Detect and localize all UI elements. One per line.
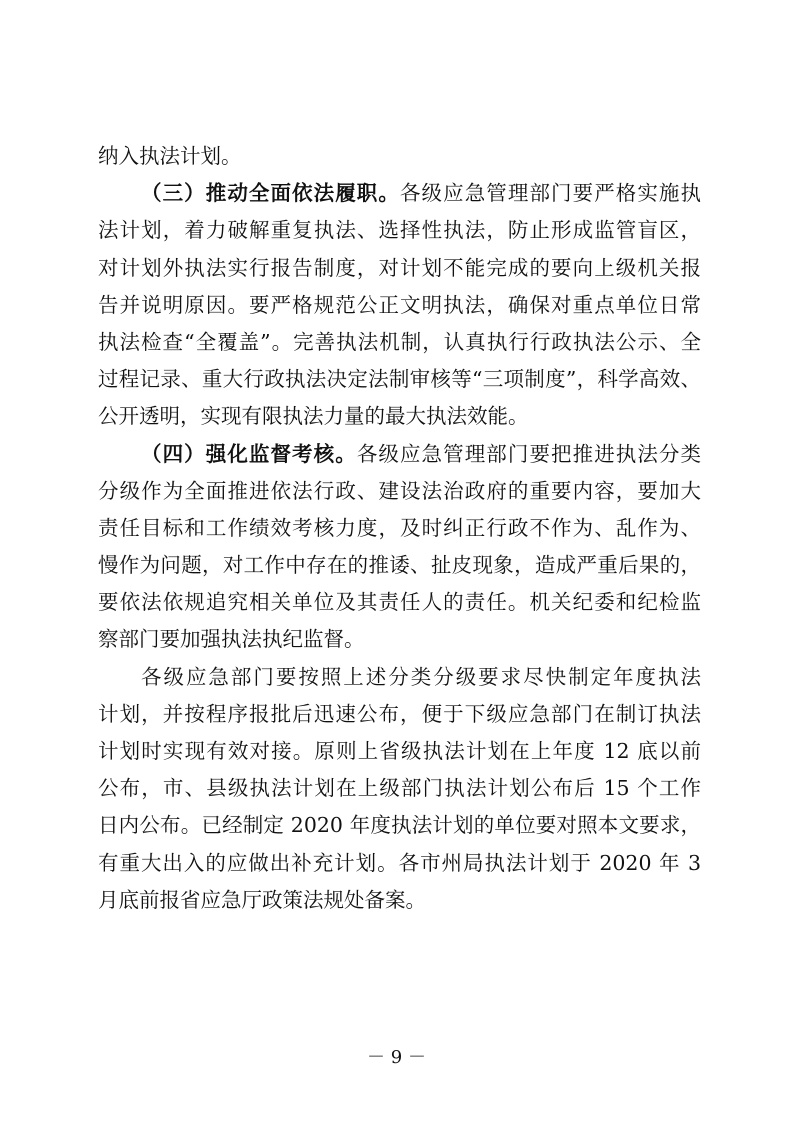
line-text: 纳入执法计划。 [98,144,242,168]
text-line [98,807,701,844]
text-line [98,398,701,435]
line-text: 计划，并按程序报批后迅速公布，便于下级应急部门在制订执法 [98,701,701,726]
line-text: 有重大出入的应做出补充计划。各市州局执法计划于 2020 年 3 [98,850,701,875]
line-text: 各级应急部门要按照上述分类分级要求尽快制定年度执法 [141,664,701,689]
paragraph [98,138,701,175]
section-heading: （三）推动全面依法履职。 [141,181,400,206]
line-text: 察部门要加强执法执纪监督。 [98,627,365,652]
paragraph [98,175,701,435]
line-text: 公布，市、县级执法计划在上级部门执法计划公布后 15 个工作 [98,776,701,801]
line-text: 要依法依规追究相关单位及其责任人的责任。机关纪委和纪检监 [98,590,701,615]
text-line [98,250,701,287]
line-text: 计划时实现有效对接。原则上省级执法计划在上年度 12 底以前 [98,739,701,763]
text-line [98,436,701,473]
text-line [98,696,701,733]
text-line [98,547,701,584]
line-text: 执法检查“全覆盖”。完善执法机制，认真执行行政执法公示、全 [98,329,701,354]
text-line [98,770,701,807]
paragraph [98,659,701,919]
document-body [98,138,701,919]
line-text: 告并说明原因。要严格规范公正文明执法，确保对重点单位日常 [98,292,701,317]
text-line [98,733,701,770]
text-line [98,473,701,510]
page-number: － 9 － [367,1047,426,1068]
paragraph [98,436,701,659]
text-line [98,845,701,882]
text-line [98,212,701,249]
line-text: 对计划外执法实行报告制度，对计划不能完成的要向上级机关报 [98,255,701,280]
text-line [98,510,701,547]
text-line [98,175,701,212]
line-text: 法计划，着力破解重复执法、选择性执法，防止形成监管盲区， [98,218,701,243]
line-text: 责任目标和工作绩效考核力度，及时纠正行政不作为、乱作为、 [98,515,701,540]
text-line [98,287,701,324]
line-text: 过程记录、重大行政执法决定法制审核等“三项制度”，科学高效、 [98,367,701,392]
section-heading: （四）强化监督考核。 [141,441,357,466]
text-line [98,361,701,398]
text-line [98,138,701,175]
text-line [98,621,701,658]
text-line [98,659,701,696]
text-line [98,882,701,919]
line-text: 分级作为全面推进依法行政、建设法治政府的重要内容，要加大 [98,478,701,503]
line-text: 各级应急管理部门要严格实施执 [399,181,702,206]
line-text: 公开透明，实现有限执法力量的最大执法效能。 [98,404,529,429]
line-text: 各级应急管理部门要把推进执法分类 [356,441,702,466]
line-text: 慢作为问题，对工作中存在的推诿、扯皮现象，造成严重后果的， [98,553,701,578]
text-line [98,584,701,621]
text-line [98,324,701,361]
line-text: 月底前报省应急厅政策法规处备案。 [98,887,426,912]
line-text: 日内公布。已经制定 2020 年度执法计划的单位要对照本文要求， [98,813,701,838]
